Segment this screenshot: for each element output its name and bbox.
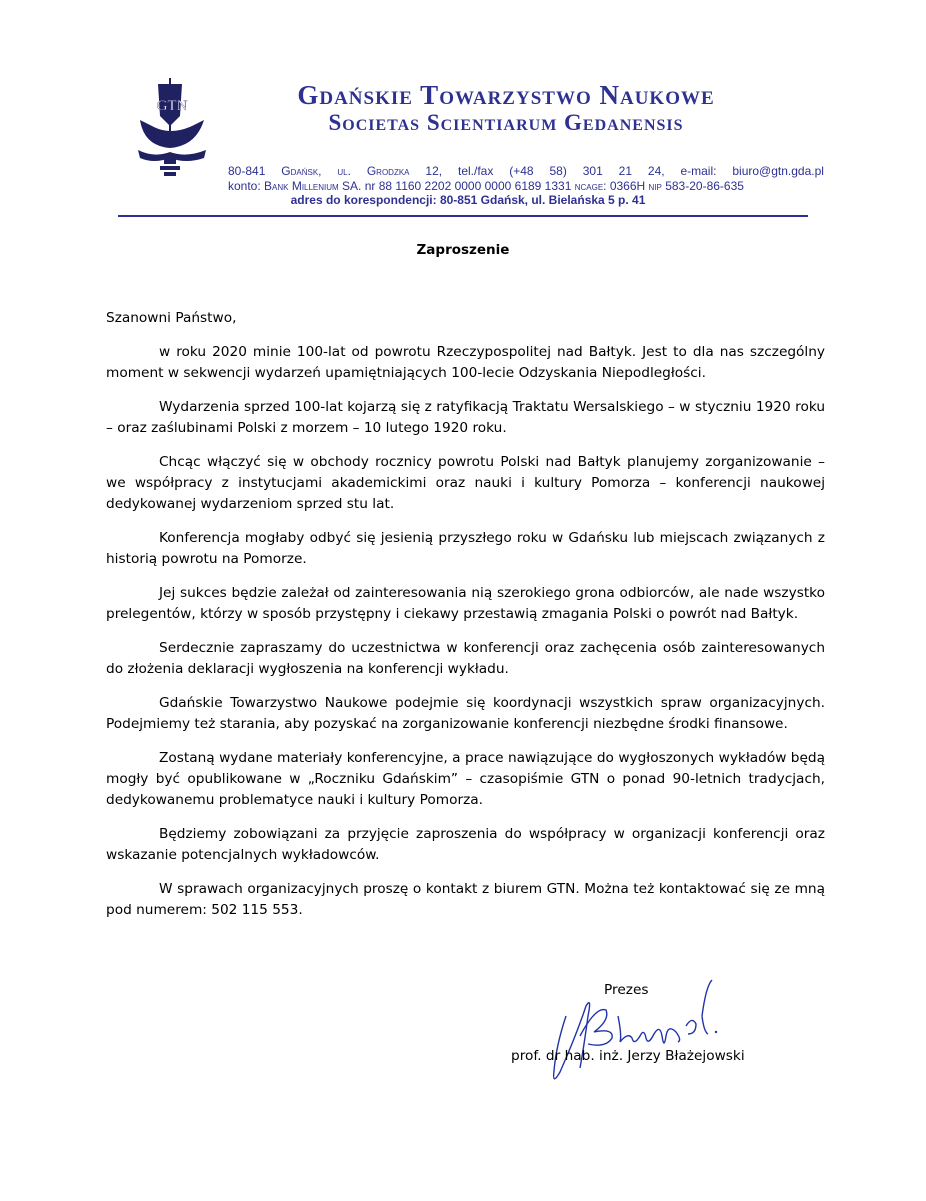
paragraph: w roku 2020 minie 100-lat od powrotu Rzeczypospolitej nad Bałtyk. Jest to dla nas szczególny moment w sekwencji wydarzeń upamiętniających 100-lecie Odzyskania Niepodległości. bbox=[106, 344, 825, 381]
paragraph: Jej sukces będzie zależał od zainteresowania nią szerokiego grona odbiorców, ale nade wszystko prelegentów, którzy w sposób przystępny i ciekawy przestawią zmagania Polski o powrót nad Bałtyk. bbox=[106, 585, 825, 622]
gtn-logo bbox=[134, 76, 210, 178]
bank-name: Bank Millenium bbox=[264, 179, 339, 193]
address-part: 24, bbox=[647, 164, 665, 178]
salutation: Szanowni Państwo, bbox=[106, 310, 237, 326]
letter-body bbox=[106, 308, 825, 934]
address-part: 21 bbox=[618, 164, 632, 178]
paragraph: Chcąc włączyć się w obchody rocznicy powrotu Polski nad Bałtyk planujemy zorganizowanie – we współpracy z instytucjami akademickimi oraz nauki i kultury Pomorza – konferencji naukowej dedykowanej wydarzeniom sprzed stu lat. bbox=[106, 454, 825, 512]
correspondence-address: adres do korespondencji: 80-851 Gdańsk, ul. Bielańska 5 p. 41 bbox=[290, 193, 646, 207]
document-title: Zaproszenie bbox=[416, 242, 510, 258]
address-part: 301 bbox=[582, 164, 603, 178]
signature-name: prof. dr hab. inż. Jerzy Błażejowski bbox=[511, 1048, 745, 1064]
bank-account-line bbox=[228, 179, 824, 193]
paragraph: Serdecznie zapraszamy do uczestnictwa w konferencji oraz zachęcenia osób zainteresowanych do złożenia deklaracji wygłoszenia na konferencji wykładu. bbox=[106, 640, 825, 677]
bank-prefix: konto: bbox=[228, 179, 265, 193]
address-part: tel./fax bbox=[457, 164, 494, 178]
address-part: (+48 bbox=[509, 164, 534, 178]
org-name-polish: Gdańskie Towarzystwo Naukowe bbox=[297, 80, 715, 110]
header-divider bbox=[118, 215, 808, 217]
address-line bbox=[228, 164, 824, 178]
paragraph: Wydarzenia sprzed 100-lat kojarzą się z ratyfikacją Traktatu Wersalskiego – w styczniu 1920 roku – oraz zaślubinami Polski z morzem – 10 lutego 1920 roku. bbox=[106, 399, 825, 436]
address-part: ul. bbox=[337, 164, 351, 178]
handwritten-signature bbox=[536, 976, 726, 1096]
paragraph: Gdańskie Towarzystwo Naukowe podejmie się koordynacji wszystkich spraw organizacyjnych. Podejmiemy też starania, aby pozyskać na zorganizowanie konferencji niezbędne środki finansowe. bbox=[106, 695, 825, 732]
address-part: 58) bbox=[549, 164, 567, 178]
address-part: 12, bbox=[425, 164, 443, 178]
nip-value: 583-20-86-635 bbox=[661, 179, 744, 193]
logo-text: GTN bbox=[156, 98, 188, 114]
nip-label: nip bbox=[648, 179, 662, 193]
address-part: Grodzka bbox=[366, 164, 410, 178]
address-part: Gdańsk, bbox=[281, 164, 322, 178]
ncage-value: : 0366H bbox=[603, 179, 649, 193]
ncage-label: ncage bbox=[574, 179, 604, 193]
org-name-latin: Societas Scientiarum Gedanensis bbox=[328, 110, 684, 135]
paragraph: Zostaną wydane materiały konferencyjne, a prace nawiązujące do wygłoszonych wykładów będą mogły być opublikowane w „Roczniku Gdańskim” – czasopiśmie GTN o ponad 90-letnich tradycjach, dedykowanemu problematyce nauki i kultury Pomorza. bbox=[106, 750, 825, 808]
paragraph: Będziemy zobowiązani za przyjęcie zaproszenia do współpracy w organizacji konferencji oraz wskazanie potencjalnych wykładowców. bbox=[106, 826, 825, 863]
paragraph: Konferencja mogłaby odbyć się jesienią przyszłego roku w Gdańsku lub miejscach związanych z historią powrotu na Pomorze. bbox=[106, 530, 825, 567]
address-part: e-mail: bbox=[680, 164, 717, 178]
address-part: 80-841 bbox=[228, 164, 266, 178]
email-link[interactable]: biuro@gtn.gda.pl bbox=[732, 164, 824, 178]
bank-account-number: SA. nr 88 1160 2202 0000 0000 6189 1331 bbox=[338, 179, 575, 193]
signature-role: Prezes bbox=[604, 982, 649, 998]
paragraph: W sprawach organizacyjnych proszę o kontakt z biurem GTN. Można też kontaktować się ze mną pod numerem: 502 115 553. bbox=[106, 881, 825, 918]
